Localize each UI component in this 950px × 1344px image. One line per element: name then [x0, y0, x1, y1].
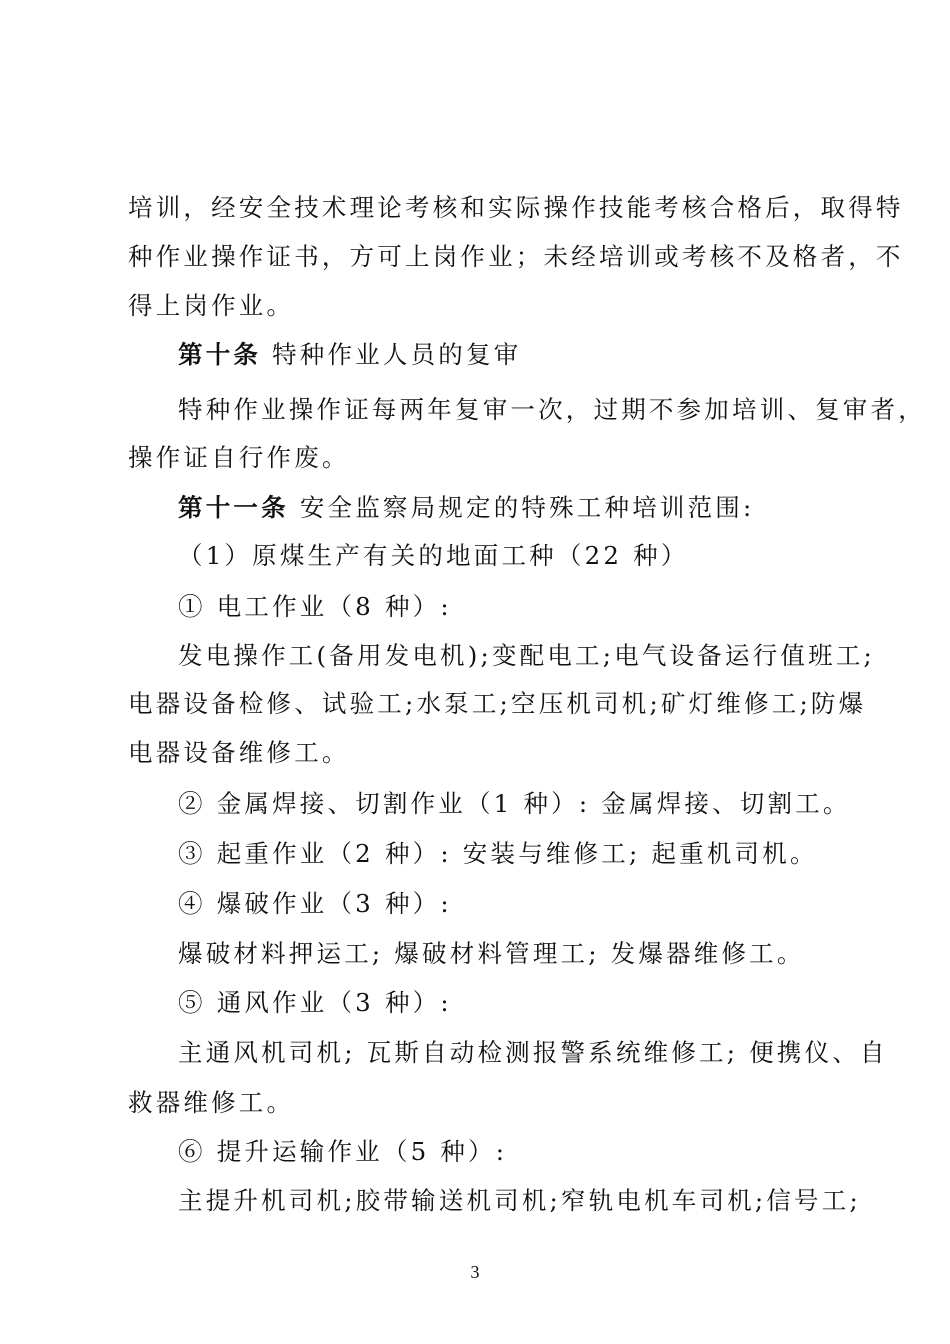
article-title: 安全监察局规定的特殊工种培训范围: [299, 493, 755, 522]
body-text-line: 电器设备维修工。 [128, 738, 350, 767]
article-title: 特种作业人员的复审 [272, 340, 522, 369]
body-text-line: 特种作业操作证每两年复审一次，过期不参加培训、复审者， [178, 395, 926, 424]
article-number: 第十一条 [178, 493, 289, 522]
body-text-line: 爆破材料押运工; 爆破材料管理工; 发爆器维修工。 [178, 939, 805, 968]
body-text-line: 救器维修工。 [128, 1088, 295, 1117]
list-item-heading: ⑥ 提升运输作业（5 种）: [178, 1137, 508, 1166]
article-number: 第十条 [178, 340, 262, 369]
body-text-line: 操作证自行作废。 [128, 443, 350, 472]
list-item-heading: ③ 起重作业（2 种）: 安装与维修工; 起重机司机。 [178, 839, 818, 868]
body-text-line: 主通风机司机; 瓦斯自动检测报警系统维修工; 便携仪、自 [178, 1038, 888, 1067]
page-number: 3 [470, 1262, 480, 1282]
list-item-heading: ② 金属焊接、切割作业（1 种）: 金属焊接、切割工。 [178, 789, 851, 818]
body-text-line: 种作业操作证书，方可上岗作业；未经培训或考核不及格者，不 [128, 242, 904, 271]
body-text-line: 主提升机司机;胶带输送机司机;窄轨电机车司机;信号工; [178, 1186, 861, 1215]
article-11-heading [178, 492, 840, 524]
body-text-line: 发电操作工(备用发电机);变配电工;电气设备运行值班工; [178, 641, 875, 670]
list-item-heading: ④ 爆破作业（3 种）: [178, 889, 452, 918]
article-10-heading [178, 339, 840, 371]
body-text-line: 电器设备检修、试验工;水泵工;空压机司机;矿灯维修工;防爆 [128, 689, 867, 718]
body-text-line: 培训，经安全技术理论考核和实际操作技能考核合格后，取得特 [128, 193, 904, 222]
list-item-heading: ① 电工作业（8 种）: [178, 592, 452, 621]
body-text-line: 得上岗作业。 [128, 291, 295, 320]
list-heading: （1）原煤生产有关的地面工种（22 种） [178, 541, 689, 570]
list-item-heading: ⑤ 通风作业（3 种）: [178, 988, 452, 1017]
